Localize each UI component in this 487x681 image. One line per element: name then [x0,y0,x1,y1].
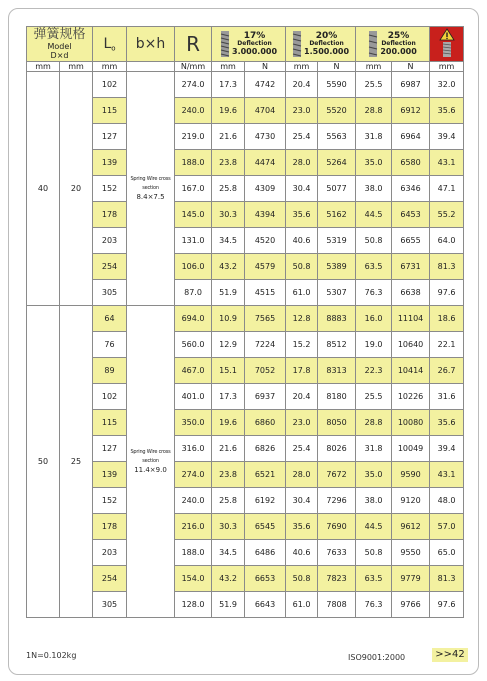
defl25-mm-cell: 44.5 [356,202,392,228]
defl25-n-cell: 6346 [392,176,430,202]
max-mm-cell: 43.1 [430,150,464,176]
defl17-mm-cell: 12.9 [212,332,245,358]
defl17-mm-cell: 21.6 [212,124,245,150]
defl25-n-cell: 10414 [392,358,430,384]
defl20-mm-cell: 30.4 [286,176,318,202]
defl17-n-cell: 4474 [245,150,286,176]
defl17-mm-cell: 34.5 [212,228,245,254]
defl20-n-cell: 8883 [318,306,356,332]
r-label: R [186,32,200,56]
defl17-n-cell: 4579 [245,254,286,280]
model-D-cell: 50 [27,306,60,618]
defl20-mm-cell: 35.6 [286,202,318,228]
defl20-n-cell: 7672 [318,462,356,488]
max-mm-cell: 43.1 [430,462,464,488]
defl17-n-cell: 4394 [245,202,286,228]
model-header [27,27,93,62]
defl20-n-cell: 7823 [318,566,356,592]
defl17-n-cell: 6860 [245,410,286,436]
r-cell: 154.0 [175,566,212,592]
defl17-n-cell: 6192 [245,488,286,514]
lo-cell: 305 [93,280,127,306]
defl17-mm-cell: 17.3 [212,384,245,410]
r-cell: 467.0 [175,358,212,384]
table-row [27,280,464,306]
defl17-mm-cell: 23.8 [212,150,245,176]
defl17-n-cell: 6545 [245,514,286,540]
defl20-mm-cell: 61.0 [286,592,318,618]
deflection-20-header [286,27,356,62]
r-cell: 560.0 [175,332,212,358]
section-cell [127,72,175,306]
defl17-mm-cell: 43.2 [212,254,245,280]
defl20-n-cell: 5563 [318,124,356,150]
spring-spec-table [26,26,464,618]
defl20-mm-cell: 25.4 [286,124,318,150]
defl20-mm-cell: 12.8 [286,306,318,332]
defl20-n-cell: 8180 [318,384,356,410]
max-mm-cell: 39.4 [430,124,464,150]
defl25-n-cell: 10226 [392,384,430,410]
lo-cell: 127 [93,436,127,462]
defl25-mm-cell: 16.0 [356,306,392,332]
defl17-n-cell: 6826 [245,436,286,462]
defl17-mm-cell: 17.3 [212,72,245,98]
defl20-mm-cell: 25.4 [286,436,318,462]
defl17-mm-cell: 19.6 [212,98,245,124]
section-cell [127,306,175,618]
deflection-cycles: 3.000.000 [232,47,278,56]
lo-cell: 115 [93,410,127,436]
defl25-mm-cell: 25.5 [356,384,392,410]
defl25-mm-cell: 38.0 [356,176,392,202]
defl25-n-cell: 6964 [392,124,430,150]
defl17-n-cell: 7565 [245,306,286,332]
max-mm-cell: 22.1 [430,332,464,358]
lo-cell: 115 [93,98,127,124]
defl25-n-cell: 11104 [392,306,430,332]
deflection-label: Deflection [309,40,344,47]
lo-cell: 89 [93,358,127,384]
lo-cell: 305 [93,592,127,618]
lo-cell: 178 [93,514,127,540]
lo-sub: o [111,44,116,53]
lo-cell: 127 [93,124,127,150]
bxh-label: b×h [135,36,166,52]
defl17-mm-cell: 23.8 [212,462,245,488]
defl17-n-cell: 6521 [245,462,286,488]
unit-cell: mm [60,62,93,72]
defl17-n-cell: 4520 [245,228,286,254]
unit-cell: N [392,62,430,72]
defl20-n-cell: 5307 [318,280,356,306]
defl25-mm-cell: 22.3 [356,358,392,384]
table-row [27,176,464,202]
defl17-n-cell: 4309 [245,176,286,202]
defl17-mm-cell: 19.6 [212,410,245,436]
defl20-n-cell: 5077 [318,176,356,202]
defl25-mm-cell: 31.8 [356,124,392,150]
table-row [27,98,464,124]
table-row [27,202,464,228]
model-D-cell: 40 [27,72,60,306]
defl25-mm-cell: 44.5 [356,514,392,540]
max-mm-cell: 97.6 [430,280,464,306]
section-value: 11.4×9.0 [134,466,167,474]
r-cell: 106.0 [175,254,212,280]
table-row [27,228,464,254]
model-dxd: D×d [50,51,69,60]
r-cell: 240.0 [175,488,212,514]
defl20-mm-cell: 30.4 [286,488,318,514]
defl20-mm-cell: 40.6 [286,228,318,254]
max-mm-cell: 35.6 [430,410,464,436]
deflection-25-header [356,27,430,62]
defl17-n-cell: 4515 [245,280,286,306]
r-cell: 401.0 [175,384,212,410]
defl20-n-cell: 8026 [318,436,356,462]
defl25-n-cell: 6987 [392,72,430,98]
r-cell: 350.0 [175,410,212,436]
defl17-n-cell: 6937 [245,384,286,410]
defl20-n-cell: 8050 [318,410,356,436]
defl17-n-cell: 6486 [245,540,286,566]
defl20-mm-cell: 61.0 [286,280,318,306]
defl25-mm-cell: 35.0 [356,150,392,176]
unit-cell: mm [356,62,392,72]
table-row [27,436,464,462]
unit-cell: N [318,62,356,72]
table-row [27,462,464,488]
model-label: Model [47,42,72,51]
unit-cell: mm [430,62,464,72]
table-row [27,254,464,280]
max-mm-cell: 32.0 [430,72,464,98]
defl25-n-cell: 10080 [392,410,430,436]
defl17-mm-cell: 30.3 [212,202,245,228]
defl17-n-cell: 6643 [245,592,286,618]
max-mm-cell: 31.6 [430,384,464,410]
defl17-mm-cell: 43.2 [212,566,245,592]
defl17-mm-cell: 25.8 [212,176,245,202]
max-mm-cell: 47.1 [430,176,464,202]
section-label: Spring Wire cross section [130,449,171,464]
r-cell: 145.0 [175,202,212,228]
lo-cell: 139 [93,462,127,488]
r-cell: 128.0 [175,592,212,618]
r-header [175,27,212,62]
defl20-n-cell: 5162 [318,202,356,228]
defl20-n-cell: 7633 [318,540,356,566]
defl17-n-cell: 7224 [245,332,286,358]
defl25-mm-cell: 76.3 [356,280,392,306]
defl20-n-cell: 5590 [318,72,356,98]
defl20-n-cell: 7296 [318,488,356,514]
table-row [27,332,464,358]
lo-cell: 102 [93,384,127,410]
defl17-mm-cell: 21.6 [212,436,245,462]
deflection-cycles: 200.000 [380,47,417,56]
defl25-mm-cell: 35.0 [356,462,392,488]
r-cell: 694.0 [175,306,212,332]
defl25-n-cell: 6453 [392,202,430,228]
defl25-mm-cell: 31.8 [356,436,392,462]
deflection-cycles: 1.500.000 [304,47,350,56]
defl20-n-cell: 8313 [318,358,356,384]
model-d-cell: 20 [60,72,93,306]
defl17-mm-cell: 15.1 [212,358,245,384]
defl25-mm-cell: 25.5 [356,72,392,98]
defl25-mm-cell: 19.0 [356,332,392,358]
defl25-n-cell: 6912 [392,98,430,124]
lo-cell: 254 [93,566,127,592]
defl20-n-cell: 5520 [318,98,356,124]
header-row [27,27,464,62]
max-mm-cell: 65.0 [430,540,464,566]
defl20-mm-cell: 20.4 [286,72,318,98]
defl17-n-cell: 7052 [245,358,286,384]
defl20-mm-cell: 23.0 [286,410,318,436]
deflection-pct: 17% [243,31,266,41]
max-mm-cell: 64.0 [430,228,464,254]
deflection-label: Deflection [381,40,416,47]
r-cell: 167.0 [175,176,212,202]
defl25-n-cell: 10640 [392,332,430,358]
max-deflection-header [430,27,464,62]
lo-cell: 76 [93,332,127,358]
spring-icon [292,31,302,57]
section-value: 8.4×7.5 [136,193,165,201]
max-mm-cell: 81.3 [430,254,464,280]
deflection-pct: 25% [387,31,410,41]
defl17-n-cell: 4730 [245,124,286,150]
defl17-mm-cell: 10.9 [212,306,245,332]
defl17-n-cell: 6653 [245,566,286,592]
deflection-pct: 20% [315,31,338,41]
defl25-mm-cell: 50.8 [356,540,392,566]
defl25-n-cell: 6638 [392,280,430,306]
defl17-mm-cell: 34.5 [212,540,245,566]
unit-cell: N [245,62,286,72]
defl20-mm-cell: 40.6 [286,540,318,566]
r-cell: 216.0 [175,514,212,540]
defl20-mm-cell: 35.6 [286,514,318,540]
max-mm-cell: 48.0 [430,488,464,514]
model-d-cell: 25 [60,306,93,618]
iso-label: ISO9001:2000 [348,653,406,662]
r-cell: 274.0 [175,462,212,488]
unit-cell: mm [93,62,127,72]
max-mm-cell: 55.2 [430,202,464,228]
page-number[interactable]: >>42 [432,648,468,662]
table-row [27,566,464,592]
table-row [27,384,464,410]
defl25-n-cell: 6655 [392,228,430,254]
defl17-mm-cell: 30.3 [212,514,245,540]
defl20-mm-cell: 28.0 [286,150,318,176]
defl20-mm-cell: 20.4 [286,384,318,410]
defl20-n-cell: 5319 [318,228,356,254]
table-row [27,410,464,436]
unit-note: 1N=0.102kg [26,651,77,660]
max-mm-cell: 97.6 [430,592,464,618]
lo-cell: 178 [93,202,127,228]
defl17-mm-cell: 51.9 [212,280,245,306]
r-cell: 219.0 [175,124,212,150]
lo-cell: 254 [93,254,127,280]
defl25-n-cell: 6580 [392,150,430,176]
defl25-mm-cell: 50.8 [356,228,392,254]
table-row [27,592,464,618]
deflection-label: Deflection [237,40,272,47]
units-row [27,62,464,72]
max-mm-cell: 57.0 [430,514,464,540]
defl20-mm-cell: 17.8 [286,358,318,384]
defl25-n-cell: 9590 [392,462,430,488]
deflection-17-header [212,27,286,62]
unit-cell: mm [212,62,245,72]
lo-cell: 152 [93,176,127,202]
lo-cell: 139 [93,150,127,176]
table-row [27,124,464,150]
table-row [27,514,464,540]
defl25-n-cell: 9612 [392,514,430,540]
r-cell: 87.0 [175,280,212,306]
warning-spring-icon [438,28,456,58]
defl20-mm-cell: 50.8 [286,566,318,592]
max-mm-cell: 35.6 [430,98,464,124]
defl25-n-cell: 9766 [392,592,430,618]
defl25-mm-cell: 63.5 [356,566,392,592]
r-cell: 240.0 [175,98,212,124]
defl25-mm-cell: 28.8 [356,410,392,436]
lo-cell: 102 [93,72,127,98]
unit-cell: mm [286,62,318,72]
defl25-mm-cell: 76.3 [356,592,392,618]
r-cell: 131.0 [175,228,212,254]
bxh-header [127,27,175,62]
defl25-n-cell: 10049 [392,436,430,462]
defl20-mm-cell: 50.8 [286,254,318,280]
defl20-n-cell: 8512 [318,332,356,358]
r-cell: 188.0 [175,540,212,566]
defl20-n-cell: 7808 [318,592,356,618]
table-row [27,488,464,514]
defl20-mm-cell: 23.0 [286,98,318,124]
lo-cell: 203 [93,228,127,254]
defl25-n-cell: 6731 [392,254,430,280]
table-row [27,358,464,384]
model-title: 弹簧规格 [33,27,86,42]
r-cell: 316.0 [175,436,212,462]
max-mm-cell: 81.3 [430,566,464,592]
defl25-n-cell: 9120 [392,488,430,514]
defl25-n-cell: 9779 [392,566,430,592]
r-cell: 274.0 [175,72,212,98]
defl20-mm-cell: 15.2 [286,332,318,358]
defl20-n-cell: 5264 [318,150,356,176]
defl25-mm-cell: 63.5 [356,254,392,280]
table-row [27,150,464,176]
unit-cell [127,62,175,72]
unit-cell: mm [27,62,60,72]
r-cell: 188.0 [175,150,212,176]
table-row [27,540,464,566]
defl25-n-cell: 9550 [392,540,430,566]
defl20-mm-cell: 28.0 [286,462,318,488]
lo-cell: 152 [93,488,127,514]
lo-label: L [103,35,112,52]
lo-cell: 203 [93,540,127,566]
defl25-mm-cell: 28.8 [356,98,392,124]
defl20-n-cell: 7690 [318,514,356,540]
lo-header [93,27,127,62]
defl17-n-cell: 4704 [245,98,286,124]
max-mm-cell: 26.7 [430,358,464,384]
defl20-n-cell: 5389 [318,254,356,280]
table-row [27,306,464,332]
spring-icon [220,31,230,57]
unit-cell: N/mm [175,62,212,72]
defl17-mm-cell: 25.8 [212,488,245,514]
spring-icon [368,31,378,57]
table-row [27,72,464,98]
max-mm-cell: 39.4 [430,436,464,462]
max-mm-cell: 18.6 [430,306,464,332]
section-label: Spring Wire cross section [130,176,171,191]
defl17-n-cell: 4742 [245,72,286,98]
defl17-mm-cell: 51.9 [212,592,245,618]
lo-cell: 64 [93,306,127,332]
defl25-mm-cell: 38.0 [356,488,392,514]
